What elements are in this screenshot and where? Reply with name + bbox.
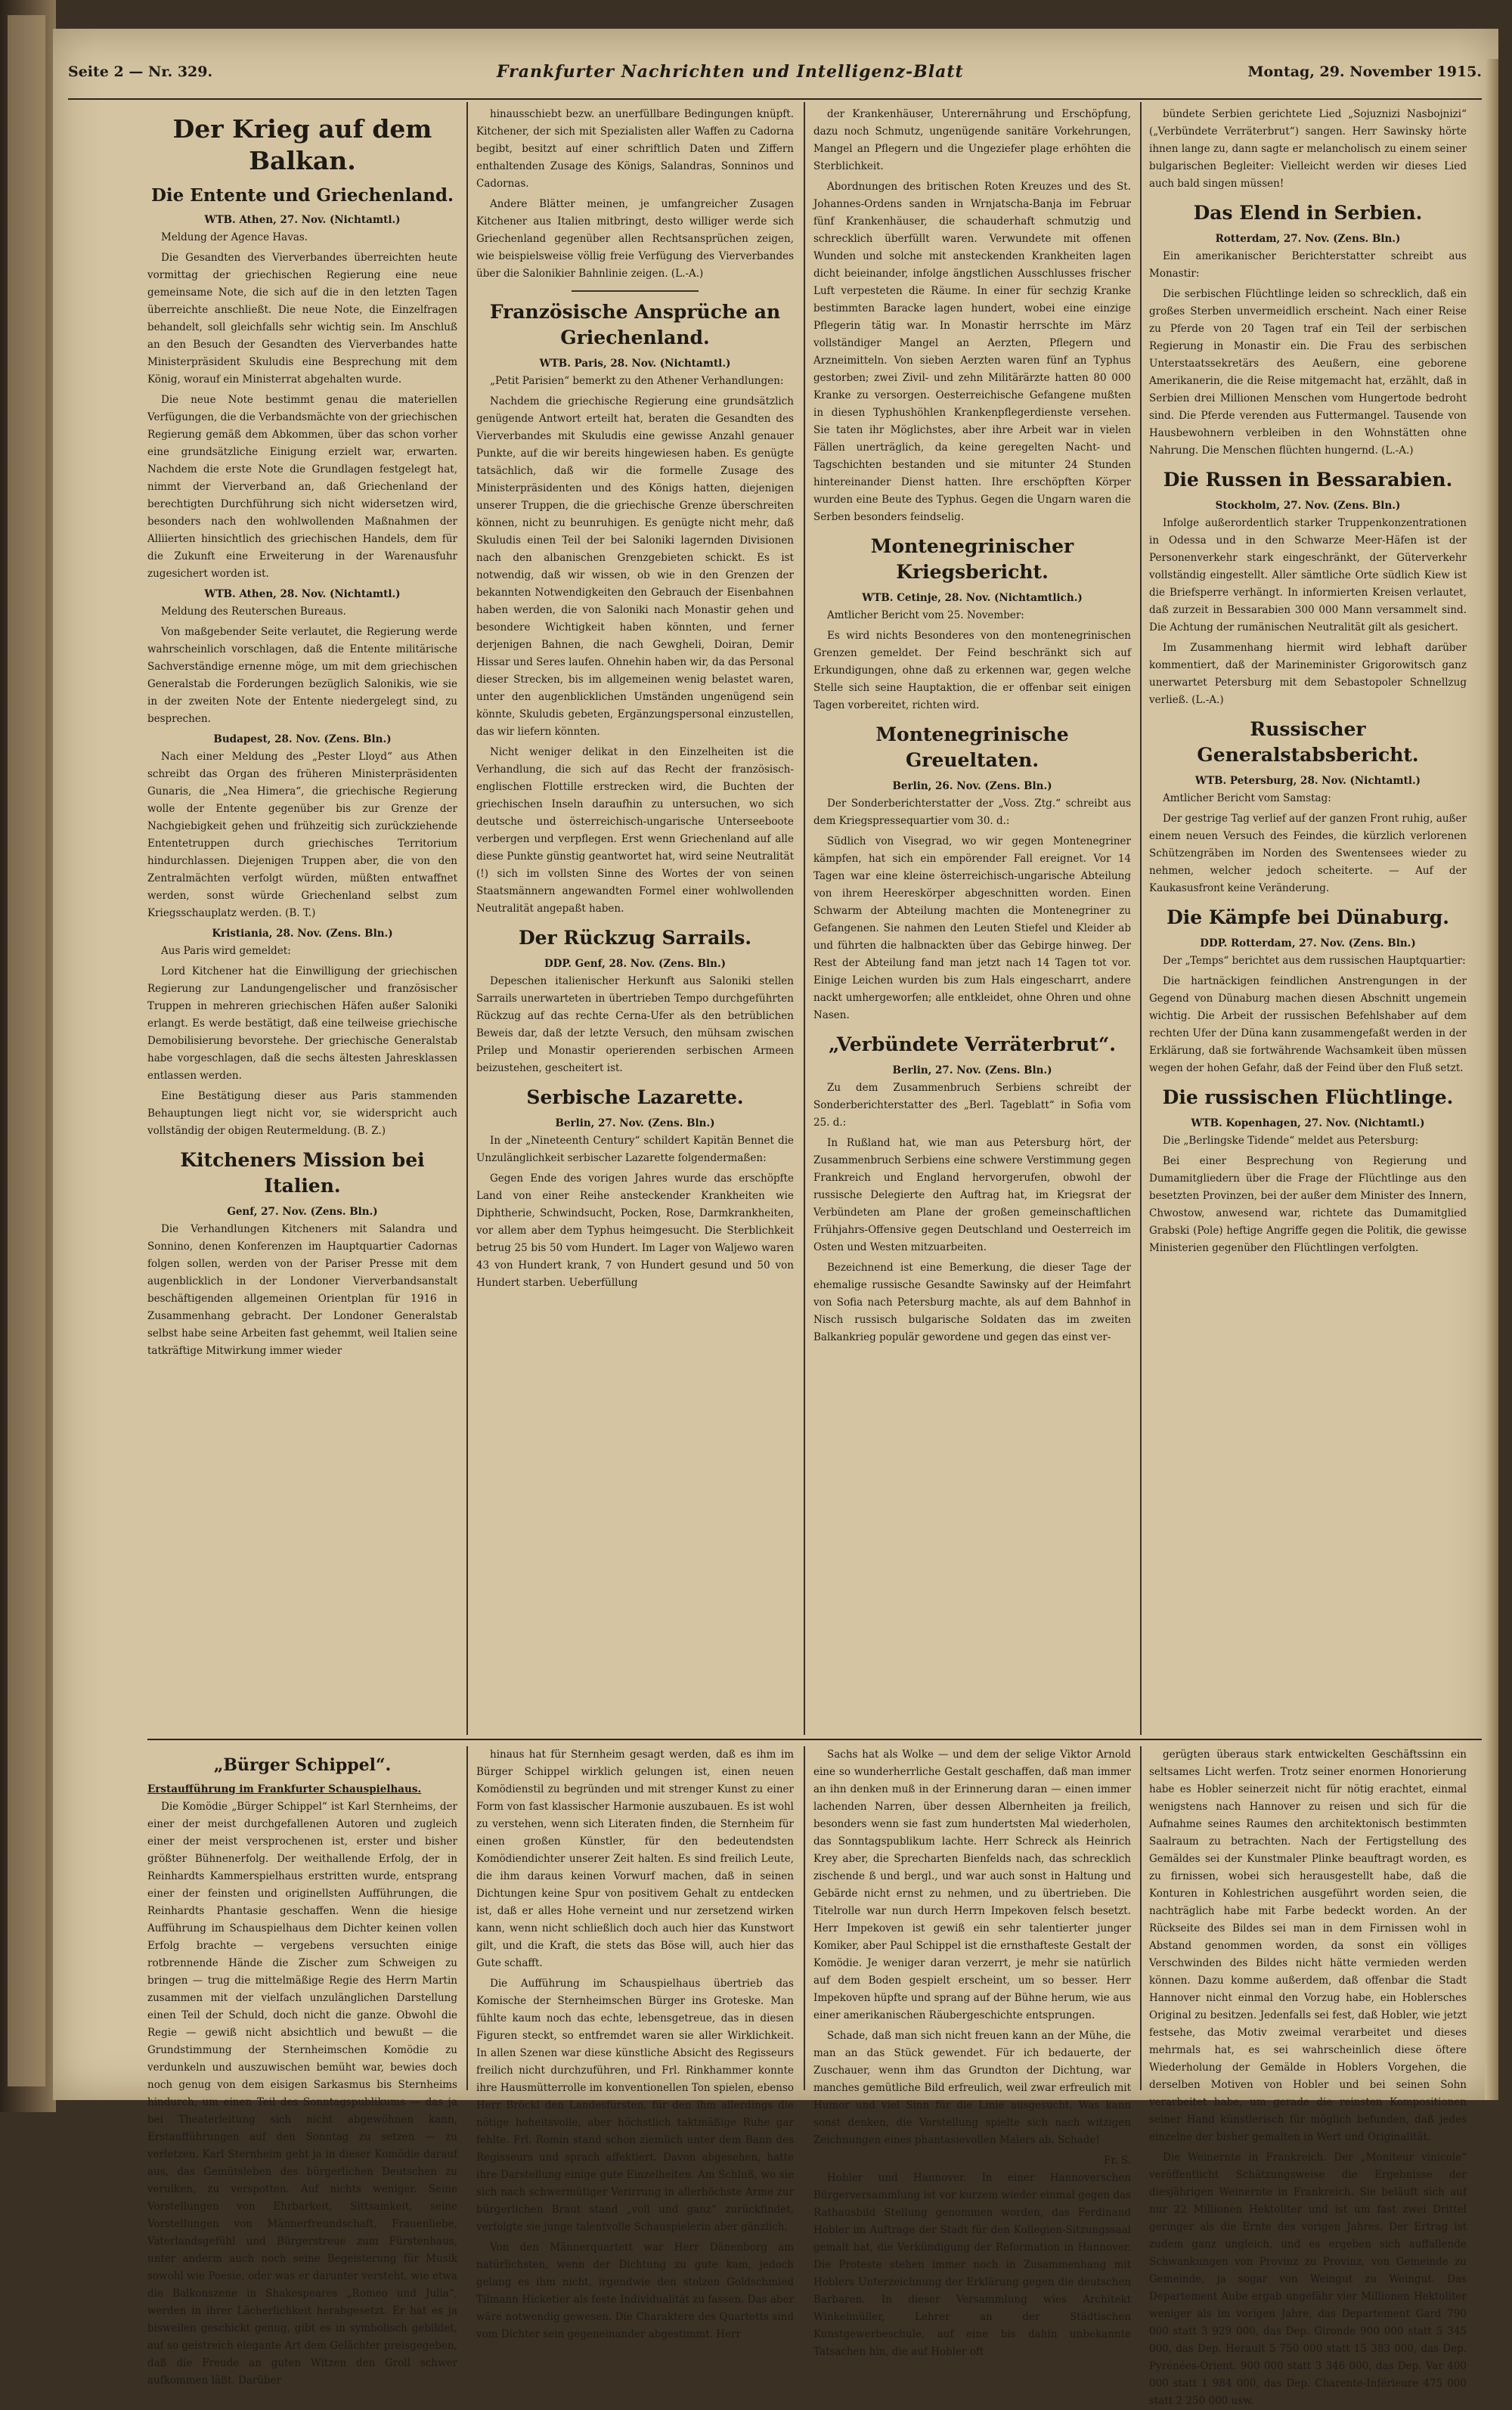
paragraph: Eine Bestätigung dieser aus Paris stammenden Behauptungen liegt nicht vor, sie widerspricht auch vollständig der obigen Reutermeldung. (B. Z.) [147,1090,457,1137]
paragraph: Die Aufführung im Schauspielhaus übertrieb das Komische der Sternheimschen Bürger ins Groteske. Man fühlte kaum noch das echte, lebensgetreue, das in diesen Figuren steckt, so entfremdet waren sie aller Wirklichkeit. In allen Szenen war diese künstliche Absicht des Regisseurs freilich nicht durchzuführen, und Frl. Rinkhammer konnte ihre Hausmütterrolle im konventionellen Ton spielen, ebenso Herr Bröckl den Landesfürsten, für den ihm allerdings die nötige hoheitsvolle, aber höchstlich taktmäßige Ruhe gar fehlte. Frl. Romin stand schon ziemlich unter dem Bann des Regisseurs und sprach affektiert. Davon abgesehen, hatte ihre Darstellung einige gute Einzelheiten. Am Schluß, wo sie sich nach schwermütiger Verirrung in allerhöchste Arme zur bürgerlichen Braut stand „voll und ganz“ zurückfindet, verfolgte sie junge talentvolle Schauspielerin aber gänzlich. [476,1978,794,2233]
dateline: WTB. Athen, 27. Nov. (Nichtamtl.) [204,214,401,226]
headline: Kitcheners Mission bei Italien. [180,1149,425,1197]
paragraph: Nicht weniger delikat in den Einzelheiten ist die Verhandlung, die sich auf das Recht der französisch-englischen Flottille erstrecken wird, die Buchten der griechischen Inseln daraufhin zu untersuchen, wo sich deutsche und österreichisch-ungarische Unterseeboote verbergen und verpflegen. Erst wenn Griechenland auf alle diese Punkte günstig geantwortet hat, wird seine Neutralität (!) sich im vollsten Sinne des Wortes der von seinen Staatsmännern angewandten Formel einer wohlwollenden Neutralität angepaßt haben. [476,745,794,915]
paragraph: Meldung der Agence Havas. [161,231,308,243]
paragraph: Die Gesandten des Vierverbandes überreichten heute vormittag der griechischen Regierung eine neue gemeinsame Note, die sich auf die in den letzten Tagen überreichte anschließt. Die neue Note, die Einzelfragen behandelt, soll gleichfalls sehr wichtig sein. Im Anschluß an den Besuch der Gesandten des Vierverbandes hatte Ministerpräsident Skuludis eine Besprechung mit dem König, worauf ein Ministerrat abgehalten wurde. [147,252,457,386]
dateline: Stockholm, 27. Nov. (Zens. Bln.) [1215,500,1401,512]
issue-date: Montag, 29. November 1915. [1247,64,1482,80]
headline: Die russischen Flüchtlinge. [1162,1086,1454,1108]
paragraph: Ein amerikanischer Berichterstatter schreibt aus Monastir: [1149,250,1467,280]
column-2 [476,106,794,1735]
column-rule [466,1746,468,2090]
paragraph: der Krankenhäuser, Unterernährung und Erschöpfung, dazu noch Schmutz, ungenügende sanitäre Vorkehrungen, Mangel an Pflegern und die Ungeziefer plage erhöhten die Sterblichkeit. [813,108,1131,172]
headline: Montenegrinische Greueltaten. [875,723,1069,771]
feuilleton-headline: „Bürger Schippel“. [213,1755,392,1775]
feuilleton-column-2 [476,1746,794,2340]
paragraph: Sachs hat als Wolke — und dem der selige Viktor Arnold eine so wunderherrliche Gestalt geschaffen, daß man immer an ihn denken muß in der Erinnerung daran — einen immer lachenden Narren, über dessen Albernheiten ja freilich, besonders wenn sie fast zum hundertsten Mal wiederholen, das Sonntagspublikum lachte. Herr Schreck als Heinrich Krey aber, die Sprecharten Bienfelds nach, das schrecklich zischende ß und bergl., und war auch sonst in Haltung und Gebärde nicht ernst zu nehmen, und zu übertrieben. Die Titelrolle war nun durch Herrn Impekoven felsch besetzt. Herr Impekoven ist gewiß ein sehr talentierter junger Komiker, aber Paul Schippel ist die ernsthafteste Gestalt der Komödie. Je weniger daran verzerrt, je mehr sie natürlich auf dem Boden gespielt erscheint, um so besser. Herr Impekoven hüpfte und sprang auf der Bühne herum, wie aus einer amerikanischen Räubergeschichte entsprungen. [813,1749,1131,2021]
dateline: Rotterdam, 27. Nov. (Zens. Bln.) [1215,233,1401,245]
headline: Das Elend in Serbien. [1193,202,1423,224]
paragraph: Im Zusammenhang hiermit wird lebhaft darüber kommentiert, daß der Marineminister Grigorowitsch ganz unerwartet Petersburg mit dem Sebastopoler Schnellzug verließ. (L.-A.) [1149,642,1467,706]
paragraph: Der „Temps“ berichtet aus dem russischen Hauptquartier: [1163,955,1466,967]
paragraph: Nach einer Meldung des „Pester Lloyd“ aus Athen schreibt das Organ des früheren Ministerpräsidenten Gunaris, die „Nea Himera“, die griechische Regierung wolle der Entente gegenüber bis zur Grenze der Nachgiebigkeit gehen und frühzeitig sich zurückziehende Ententetruppen durch griechisches Territorium hindurchlassen. Diejenigen Truppen aber, die von den Zentralmächten verfolgt würden, müßten entwaffnet werden, sonst würde Griechenland selbst zum Kriegsschauplatz werden. (B. T.) [147,751,457,919]
paragraph: Gegen Ende des vorigen Jahres wurde das erschöpfte Land von einer Reihe ansteckender Krankheiten wie Diphtherie, Schwindsucht, Pocken, Rose, Darmkrankheiten, vor allem aber dem Typhus heimgesucht. Die Sterblichkeit betrug 25 bis 50 vom Hundert. Im Lager von Waljewo waren 43 von Hundert krank, 7 von Hundert gesund und 50 von Hundert starben. Ueberfüllung [476,1172,794,1289]
dateline: Berlin, 26. Nov. (Zens. Bln.) [892,780,1052,792]
headline: Montenegrinischer Kriegsbericht. [870,535,1074,583]
column-3 [813,106,1131,1735]
column-1 [147,106,457,1735]
paragraph: Schade, daß man sich nicht freuen kann an der Mühe, die man an das Stück gewendet. Für ich bedauerte, der Zuschauer, wenn ihm das Grundton der Dichtung, war manches gemütliche Bild erfreulich, weil zwar erfreulich mit Humor und viel Sinn für die Linie ausgesucht. Was kann sonst denken, die Vorstellung spielte sich nach witzigen Zeichnungen eines phantasievollen Malers ab. Schade! [813,2030,1131,2146]
feuilleton-column-1 [147,1746,457,2387]
headline: Serbische Lazarette. [526,1086,744,1108]
feuilleton-rule [147,1739,1482,1740]
feuilleton-subhead: Erstaufführung im Frankfurter Schauspielhaus. [147,1783,422,1795]
paragraph: hinaus hat für Sternheim gesagt werden, daß es ihm im Bürger Schippel wirklich gelungen ist, einen neuen Komödienstil zu begründen und mit strenger Kunst zu einer Form von fast klassischer Harmonie auszubauen. Es ist wohl zu verstehen, wenn sich Literaten finden, die Sternheim für einen großen Künstler, für den bedeutendsten Komödiendichter unserer Zeit halten. Es sind freilich Leute, die ihm daraus keinen Vorwurf machen, daß in seinen Dichtungen keine Spur von positivem Gehalt zu entdecken ist, daß er alles Hohe verneint und nur zersetzend wirken kann, wenn nicht schließlich doch auch hier das Kunstwort gilt, und die Kraft, die stets das Böse will, auch hier das Gute schafft. [476,1749,794,1969]
signature: Fr. S. [1104,2154,1131,2167]
paragraph: Die „Berlingske Tidende“ meldet aus Petersburg: [1163,1135,1419,1147]
separator [572,290,699,292]
paragraph: Hobler und Hannover. In einer Hannoverschen Bürgerversammlung ist vor kurzem wieder einmal gegen das Rathausbild Stellung genommen worden, das Ferdinand Hobler im Auftrage der Stadt für den Kollegien-Sitzungssaal gemalt hat, die Verkündigung der Reformation in Hannover. Die Proteste stehen immer noch in Zusammenhang mit Hoblers Unterzeichnung der Erklärung gegen die deutschen Barbaren. In dieser Versammlung wies Architekt Winkelmüller, Lehrer an der Städtischen Kunstgewerbeschule, auf eine bis dahin unbekannte Tatsachen hin, die auf Hobler oft [813,2172,1131,2358]
paragraph: Amtlicher Bericht vom Samstag: [1163,792,1331,804]
headline: Die Kämpfe bei Dünaburg. [1167,906,1449,928]
paragraph: Es wird nichts Besonderes von den montenegrinischen Grenzen gemeldet. Der Feind beschränkt sich auf Erkundigungen, ohne daß zu erkennen war, gegen welche Stelle sich seine Hauptaktion, die er offenbar seit einigen Tagen vorbereitet, richten wird. [813,630,1131,711]
headline: „Verbündete Verräterbrut“. [829,1033,1116,1055]
page-edge [1485,59,1498,2100]
paragraph: Der Sonderberichterstatter der „Voss. Ztg.“ schreibt aus dem Kriegspressequartier vom 30. d.: [813,798,1131,827]
column-4 [1149,106,1467,1735]
column-rule [804,102,805,1735]
subhead: Die Entente und Griechenland. [150,185,454,206]
dateline: Berlin, 27. Nov. (Zens. Bln.) [892,1064,1052,1076]
headline: Russischer Generalstabsbericht. [1197,718,1419,766]
paragraph: Depeschen italienischer Herkunft aus Saloniki stellen Sarrails unerwarteten in übertrieben Tempo durchgeführten Rückzug auf das rechte Cerna-Ufer als den betrüblichen Beweis dar, daß der letzte Versuch, den mühsam zwischen Prilep und Monastir operierenden serbischen Armeen beizustehen, gescheitert ist. [476,974,794,1074]
column-rule [466,102,468,1735]
dateline: Kristiania, 28. Nov. (Zens. Bln.) [212,928,393,940]
page-header [68,45,1482,100]
dateline: Genf, 27. Nov. (Zens. Bln.) [227,1206,378,1218]
paragraph: bündete Serbien gerichtete Lied „Sojuznizi Nasbojnizi“ („Verbündete Verräterbrut“) sangen. Herr Sawinsky hörte ihnen lange zu, dann sagte er melancholisch zu einem seiner bulgarischen Begleiter: Vielleicht werden wir dieses Lied auch bald singen müssen! [1149,108,1467,190]
dateline: Berlin, 27. Nov. (Zens. Bln.) [555,1117,715,1129]
dateline: WTB. Petersburg, 28. Nov. (Nichtamtl.) [1194,775,1421,787]
paragraph: Nachdem die griechische Regierung eine grundsätzlich genügende Antwort erteilt hat, beraten die Gesandten des Vierverbandes mit Skuludis eine gewisse Anzahl genauer Punkte, auf die wir bereits hingewiesen haben. Es genügte tatsächlich, daß wir die formelle Zusage des Ministerpräsidenten und des Königs hatten, diejenigen unserer Truppen, die die griechische Grenze überschreiten können, nicht zu beunruhigen. Es genügte nicht mehr, daß Skuludis einen Teil der bei Saloniki lagernden Divisionen nach den albanischen Grenzgebieten schickt. Es ist notwendig, daß wir wissen, ob wie in den Grenzen der bekannten Notwendigkeiten den Gebrauch der Eisenbahnen haben werden, die von Saloniki nach Monastir gehen und besondere Wichtigkeit haben könnten, und ferner derjenigen Bahnen, die nach Gewgheli, Doiran, Demir Hissar und Seres laufen. Ohnehin haben wir, da das Personal dieser Strecken, bis im allgemeinen wenig belastet waren, unter den augenblicklichen Umständen ungenügend sein könnte, Skuludis gebeten, Ergänzungspersonal einzustellen, das wir liefern könnten. [476,395,794,738]
dateline: Budapest, 28. Nov. (Zens. Bln.) [213,733,392,745]
column-rule [804,1746,805,2090]
masthead: Frankfurter Nachrichten und Intelligenz-Blatt [496,62,964,82]
paragraph: Die hartnäckigen feindlichen Anstrengungen in der Gegend von Dünaburg machen diesen Abschnitt ungemein wichtig. Die Arbeit der russischen Befehlshaber auf dem rechten Ufer der Düna kann zusammengefaßt werden in der Erklärung, daß sie fortwährende Wachsamkeit üben müssen wegen der hohen Gefahr, daß der Feind über den Fluß setzt. [1149,975,1467,1074]
column-rule [1140,1746,1142,2090]
paragraph: Bei einer Besprechung von Regierung und Dumamitgliedern über die Frage der Flüchtlinge aus den besetzten Provinzen, bei der außer dem Minister des Innern, Chwostow, anwesend war, richtete das Dumamitglied Grabski (Pole) heftige Angriffe gegen die Politik, die gewisse Ministerien gegenüber den Flüchtlingen verfolgten. [1149,1155,1467,1254]
paragraph: Die serbischen Flüchtlinge leiden so schrecklich, daß ein großes Sterben unvermeidlich erscheint. Nach einer Reise zu Pferde von 20 Tagen traf ein Teil der serbischen Regierung in Monastir ein. Die Frau des serbischen Unterstaatssekretärs des Aeußern, eine geborene Amerikanerin, die die Reise mitgemacht hat, erzählt, daß in Serbien drei Millionen Menschen vom Hungertode bedroht sind. Die Pferde verenden aus Futtermangel. Tausende von Hausbewohnern verbleiben in den Wohnstätten ohne Nahrung. Die Menschen flüchten hungernd. (L.-A.) [1149,288,1467,457]
paragraph: „Petit Parisien“ bemerkt zu den Athener Verhandlungen: [490,374,784,387]
paragraph: Die Verhandlungen Kitcheners mit Salandra und Sonnino, denen Konferenzen im Hauptquartier Cadornas folgen sollen, werden von der Pariser Presse mit dem augenblicklich in der Londoner Vierverbandsanstalt beschäftigenden allgemeinen Orientplan für 1916 in Zusammenhang gebracht. Der Londoner Generalstab selbst habe seine Arbeiten fast gehemmt, weil Italien seine tatkräftige Mitwirkung immer wieder [147,1223,457,1357]
headline: Der Krieg auf dem Balkan. [172,114,432,175]
paragraph: Die neue Note bestimmt genau die materiellen Verfügungen, die die Verbandsmächte von der griechischen Regierung gemäß dem Abkommen, über das schon vorher eine grundsätzliche Einigung erzielt war, erwarten. Nachdem die erste Note die Grundlagen festgelegt hat, nimmt der Vierverband an, daß Griechenland der berechtigten Durchführung sich nicht widersetzen wird, besonders nach den wohlwollenden Maßnahmen der Alliierten hinsichtlich des griechischen Handels, dem für die Zukunft eine Erweiterung in der Warenausfuhr zugesichert worden ist. [147,394,457,580]
book-spine [0,0,56,2112]
headline: Französische Ansprüche an Griechenland. [489,300,781,348]
paragraph: Zu dem Zusammenbruch Serbiens schreibt der Sonderberichterstatter des „Berl. Tageblatt“ in Sofia vom 25. d.: [813,1082,1131,1129]
paragraph: Abordnungen des britischen Roten Kreuzes und des St. Johannes-Ordens sanden in Wrnjatscha-Banja im Februar fünf Krankenhäuser, die schauderhaft schmutzig und schrecklich überfüllt waren. Verwundete mit offenen Wunden und solche mit ansteckenden Krankheiten lagen dicht beieinander, infolge ängstlichen Ausschlusses frischer Luft verpesteten die Räume. In einer für sechzig Kranke bestimmten Baracke lagen hundert, wobei eine einzige Pflegerin tätig war. In Monastir herrschte im März vollständiger Mangel an Aerzten, Pflegern und Arzneimitteln. Von sieben Aerzten waren fünf an Typhus gestorben; zwei Zivil- und zehn Militärärzte hatten 80 000 Kranke zu versorgen. Oesterreichische Gefangene mußten in diesen Typhushöhlen Krankenpflegerdienste versehen. Sie taten ihr Möglichstes, aber ihre Arbeit war in vielen Fällen unerträglich, da keine geregelten Nacht- und Tagschichten bestanden und sie mitunter 24 Stunden hintereinander Dienst hatten. Ihre erschöpften Körper wurden eine Beute des Typhus. Gegen die Ungarn waren die Serben besonders feindselig. [813,181,1131,523]
paragraph: Die Weinernte in Frankreich. Der „Moniteur vinicole“ veröffentlicht Schätzungsweise die Ergebnisse der diesjährigen Weinernte in Frankreich. Sie beläuft sich auf nur 22 Millionen Hektoliter und ist um fast zwei Drittel geringer als die Ernte des vorigen Jahres. Der Ertrag ist zudem ganz ungleich, und es ergeben sich auffallende Schwankungen von Provinz zu Provinz, von Gemeinde zu Gemeinde, ja sogar von Weingut zu Weingut. Das Departement Aube ergab ungefähr vier Millionen Hektoliter weniger als im vorigen Jahre, das Departement Gard 790 000 statt 3 929 000, das Dep. Gironde 900 000 statt 5 345 000, das Dep. Herault 5 750 000 statt 15 383 000, das Dep. Pyrénées-Orient. 900 000 statt 3 346 000, das Dep. Var 400 000 statt 1 984 000, das Dep. Charente-Inférieure 475 000 statt 2 250 000 usw. [1149,2151,1467,2407]
paragraph: In der „Nineteenth Century“ schildert Kapitän Bennet die Unzulänglichkeit serbischer Lazarette folgendermaßen: [476,1134,794,1164]
paragraph: Von den Männerquartett war Herr Dänenborg am natürlichsten, wenn der Dichtung zu gute kam, jedoch gelang es ihm nicht, irgendwie den stolzen Goldschmied Tilmann Hicketier als feste Individualität zu fassen. Das aber wäre notwendig gewesen. Die Charaktere des Quartetts sind vom Dichter sein gegeneinander abgestimmt. Herr [476,2241,794,2340]
paragraph: Bezeichnend ist eine Bemerkung, die dieser Tage der ehemalige russische Gesandte Sawinsky auf der Heimfahrt von Sofia nach Petersburg machte, als auf dem Bahnhof in Nisch russisch bulgarische Soldaten das im zweiten Balkankrieg populär gewordene und gegen das einst ver- [813,1262,1131,1343]
spine-binding [8,15,45,2086]
paragraph: Andere Blätter meinen, je umfangreicher Zusagen Kitchener aus Italien mitbringt, desto williger werde sich Griechenland gegenüber allen Rechtsansprüchen zeigen, wie beispielsweise völlig freie Verfügung des Vierverbandes über die Salonikier Bahnlinie zeigen. (L.-A.) [476,198,794,280]
feuilleton-column-4 [1149,1746,1467,2407]
paragraph: Von maßgebender Seite verlautet, die Regierung werde wahrscheinlich vorschlagen, daß die Entente militärische Sachverständige ernenne möge, um mit dem griechischen Generalstab die Forderungen bezüglich Salonikis, wie sie in der zweiten Note der Entente niedergelegt sind, zu besprechen. [147,626,457,725]
dateline: WTB. Kopenhagen, 27. Nov. (Nichtamtl.) [1191,1117,1425,1129]
paragraph: Meldung des Reuterschen Bureaus. [161,606,346,618]
dateline: WTB. Paris, 28. Nov. (Nichtamtl.) [539,357,731,370]
paragraph: Südlich von Visegrad, wo wir gegen Montenegriner kämpfen, hat sich ein empörender Fall ereignet. Vor 14 Tagen war eine kleine österreichisch-ungarische Abteilung von ihrem Heereskörper abgeschnitten worden. Einen Schwarm der Abteilung machten die Montenegriner zu Gefangenen. Sie nahmen den Leuten Stiefel und Kleider ab und führten die halbnackten über das Gebirge hinweg. Der Rest der Abteilung fand man jetzt nach 14 Tagen tot vor. Einige Leichen wurden bis zum Hals eingescharrt, andere nackt umhergeworfen; alle entkleidet, ohne Ohren und ohne Nasen. [813,835,1131,1021]
paragraph: Lord Kitchener hat die Einwilligung der griechischen Regierung zur Landungengelischer und französischer Truppen in mehreren griechischen Häfen außer Saloniki erlangt. Es werde bestätigt, daß eine teilweise griechische Demobilisierung bevorstehe. Der griechische Generalstab habe vorgeschlagen, daß die sechs ältesten Jahresklassen entlassen werden. [147,965,457,1082]
column-rule [1140,102,1142,1735]
paragraph: In Rußland hat, wie man aus Petersburg hört, der Zusammenbruch Serbiens eine schwere Verstimmung gegen Frankreich und England hervorgerufen, obwohl der russische Delegierte den Auftrag hat, im Kriegsrat der Verbündeten am Plane der großen gemeinschaftlichen Frühjahrs-Offensive gegen Deutschland und Oesterreich im Osten und Westen mitzuarbeiten. [813,1137,1131,1253]
paragraph: Der gestrige Tag verlief auf der ganzen Front ruhig, außer einem neuen Versuch des Feindes, die kürzlich verlorenen Schützengräben im Norden des Swentensees wieder zu nehmen, welcher jedoch scheiterte. — Auf der Kaukasusfront keine Veränderung. [1149,813,1467,894]
dateline: DDP. Rotterdam, 27. Nov. (Zens. Bln.) [1200,937,1416,949]
paragraph: Die Komödie „Bürger Schippel“ ist Karl Sternheims, der einer der meist durchgefallenen Autoren und zugleich einer der meist versprochenen ist, erster und bisher größter Bühnenerfolg. Der weithallende Erfolg, der in Reinhardts Kammerspielhaus erstritten wurde, entsprang einer der feinsten und originellsten Aufführungen, die Reinhardts Phantasie geschaffen. Wenn die hiesige Aufführung im Schauspielhaus dem Dichter keinen vollen Erfolg brachte — vergebens versuchten einige rotbrennende Hände die Zischer zum Schweigen zu bringen — trug die mittelmäßige Regie des Herrn Martin zusammen mit der vielfach unzulänglichen Darstellung einen Teil der Schuld, doch nicht die ganze. Obwohl die Regie — gewiß nicht absichtlich und bewußt — die Grundstimmung der Sternheimschen Komödie zu verdunkeln und auszuwischen bemüht war, bewies doch noch genug von dem eisigen Sarkasmus bis Sternheims hindurch, um einen Teil des Sonntagspublikums — das ja bei Theaterleitung sich nicht abgewöhnen kann, Erstaufführungen auf den Sonntag zu setzen — zu verletzen. Karl Sternheim geht ja in dieser Komödie darauf aus, das Gemütsleben des bürgerlichen Deutschen zu verulken, zu verspotten. Auf nichts weniger. Seine Vorstellungen von Ehrbarkeit, Sittsamkeit, seine Vorstellungen von Männerfreundschaft, Frauenliebe, Vaterlandsgefühl und Bürgerstreue zum Fürstenhaus, unter anderm auch noch seine Begeisterung für Musik sowohl wie Poesie, oder was er darunter versteht, wie etwa die Balkonszene in Shakespeares „Romeo und Julia“, werden in ihrer Lächerlichkeit herabgesetzt. Er hat es ja bisweilen geschickt genug, gibt es in symbolisch gebildet, auf so geistreich elegante Art dem Gelächter preisgegeben, daß die Freude an guten Witzen den Groll schwer aufkommen läßt. Darüber [147,1801,457,2387]
dateline: WTB. Cetinje, 28. Nov. (Nichtamtlich.) [862,592,1083,604]
paragraph: gerügten überaus stark entwickelten Geschäftssinn ein seltsames Licht werfen. Trotz seiner enormen Honorierung habe es Hobler seinerzeit nicht für nötig erachtet, einmal wenigstens nach Hannover zu reisen und sich für die Aufnahme seines Raumes den architektonisch bestimmten Saalraum zu betrachten. Nach der Fertigstellung des Gemäldes sei der Kunstmaler Plinke beauftragt worden, es zu firnissen, wobei sich herausgestellt habe, daß die Konturen in Kohlestrichen ausgeführt worden seien, die nachträglich habe mit Farbe bedeckt worden. An der Rückseite des Bildes sei man in dem Firnissen wohl in Abstand genommen worden, da sonst ein völliges Verschwinden des Bildes nicht hätte vermieden werden können. Dazu komme außerdem, daß offenbar die Stadt Hannover nicht einmal den Vorzug habe, ein Hoblersches Original zu besitzen. Jedenfalls sei fest, daß Hobler, wie jetzt festsehe, das Motiv zweimal verarbeitet und dieses mehrmals hat, es sei wahrscheinlich diese öftere Wiederholung der Gemälde in Hoblers Vorgehen, die derselben Motiven von Hobler und bei seinen Sohn verarbeitet habe, um gerade die reinsten Kompositionen seiner Hand künstlerisch für möglich befunden, daß jedes einzelne der bisher gemalten in Wert und Originalität. [1149,1749,1467,2143]
dateline: WTB. Athen, 28. Nov. (Nichtamtl.) [204,588,401,600]
headline: Die Russen in Bessarabien. [1163,469,1453,491]
paragraph: Infolge außerordentlich starker Truppenkonzentrationen in Odessa und in den Schwarze Meer-Häfen ist der Personenverkehr stark eingeschränkt, der Güterverkehr vollständig eingestellt. Aller sämtliche Orte südlich Kiew ist die Briefsperre verhängt. In informierten Kreisen verlautet, daß zurzeit in Bessarabien 300 000 Mann versammelt sind. Die Achtung der rumänischen Neutralität gilt als gesichert. [1149,517,1467,633]
page-number: Seite 2 — Nr. 329. [68,64,213,80]
dateline: DDP. Genf, 28. Nov. (Zens. Bln.) [544,957,727,970]
paragraph: Aus Paris wird gemeldet: [161,945,291,957]
paragraph: hinausschiebt bezw. an unerfüllbare Bedingungen knüpft. Kitchener, der sich mit Spezialisten aller Waffen zu Cadorna begibt, besitzt auf einer schriftlich Daten und Ziffern enthaltenden Zusage des Königs, Salandras, Sonninos und Cadornas. [476,108,794,190]
feuilleton-column-3 [813,1746,1131,2358]
headline: Der Rückzug Sarrails. [518,926,752,949]
paragraph: Amtlicher Bericht vom 25. November: [827,609,1024,621]
